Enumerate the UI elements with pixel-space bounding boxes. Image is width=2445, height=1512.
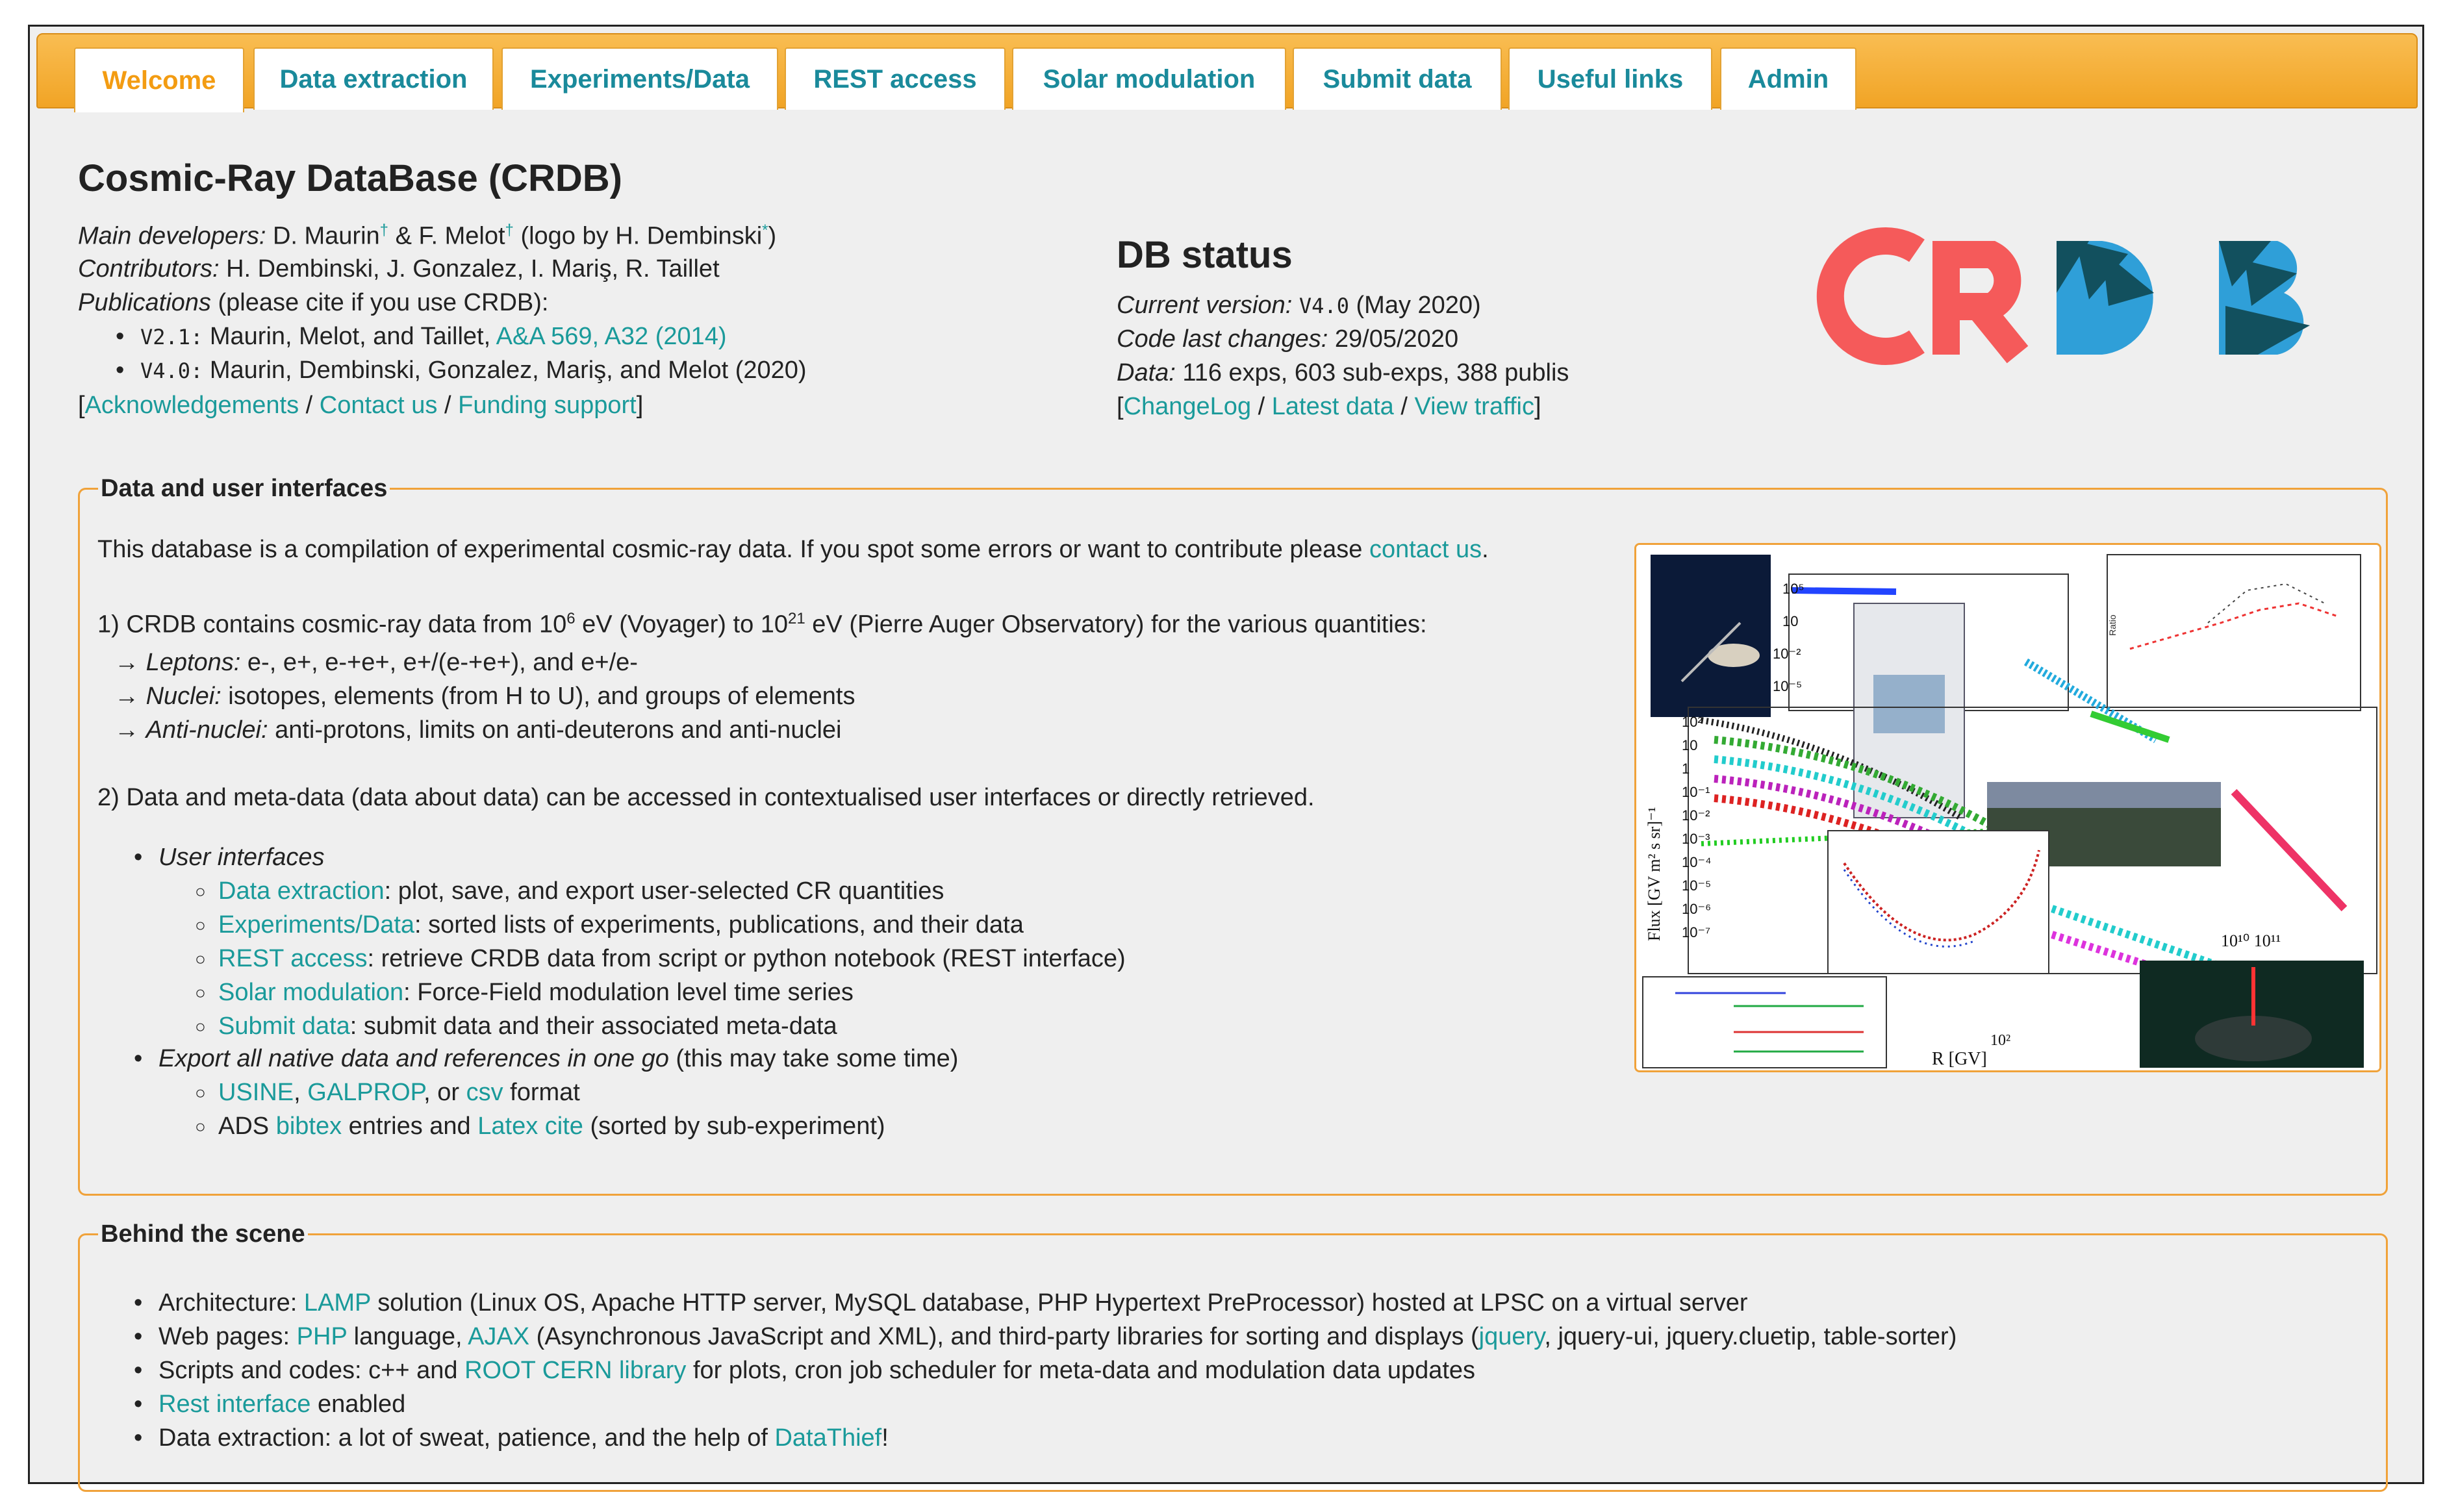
root-cern-link[interactable]: ROOT CERN library <box>464 1357 687 1384</box>
crdb-logo <box>1803 215 2336 377</box>
tab-solar-modulation[interactable]: Solar modulation <box>1012 47 1286 110</box>
latest-data-link[interactable]: Latest data <box>1271 393 1394 420</box>
view-traffic-link[interactable]: View traffic <box>1414 393 1534 420</box>
lamp-link[interactable]: LAMP <box>303 1289 371 1317</box>
cosmic-ray-collage <box>1634 543 2381 1072</box>
rigidity-x-tick: 10² <box>1990 1032 2011 1049</box>
interfaces-intro: This database is a compilation of experimental cosmic-ray data. If you spot some errors or want to contribute please contact us. <box>97 536 1489 563</box>
scene-item: • Data extraction: a lot of sweat, patience, and the help of DataThief! <box>158 1424 889 1452</box>
export-refs-item: ○ ADS bibtex entries and Latex cite (sorted by sub-experiment) <box>218 1113 885 1140</box>
top-plot-y-tick: 10⁵ <box>1782 581 1805 597</box>
acknowledgements-link[interactable]: Acknowledgements <box>84 392 299 419</box>
galprop-link[interactable]: GALPROP <box>307 1079 424 1106</box>
tab-submit-data[interactable]: Submit data <box>1293 47 1502 110</box>
flux-axis-label: Flux [GV m² s sr]⁻¹ <box>1645 807 1664 941</box>
status-links: [ChangeLog / Latest data / View traffic] <box>1117 393 1541 420</box>
top-plot-y-tick: 10 <box>1782 613 1799 629</box>
rest-interface-link[interactable]: Rest interface <box>158 1391 311 1418</box>
ratio-axis-label: Ratio <box>2107 614 2118 636</box>
ui-item: ○ Solar modulation: Force-Field modulation level time series <box>218 979 854 1007</box>
top-plot-y-tick: 10⁻² <box>1773 646 1801 662</box>
scene-item: • Architecture: LAMP solution (Linux OS, Apache HTTP server, MySQL database, PHP Hypertext PreProcessor) hosted at LPSC on a virtual server <box>158 1289 1748 1317</box>
rest-access-link[interactable]: REST access <box>218 945 368 972</box>
flux-y-tick: 10⁻⁷ <box>1682 924 1711 940</box>
tab-welcome[interactable]: Welcome <box>74 47 244 112</box>
contact-us-inline-link[interactable]: contact us <box>1369 536 1482 563</box>
scene-item: • Web pages: PHP language, AJAX (Asynchronous JavaScript and XML), and third-party libraries for sorting and displays (jquery, jquery-ui, jquery.cluetip, table-sorter) <box>158 1323 1957 1351</box>
flux-y-tick: 10⁻⁴ <box>1682 854 1712 870</box>
csv-link[interactable]: csv <box>466 1079 503 1106</box>
tab-experiments-data[interactable]: Experiments/Data <box>501 47 778 110</box>
rigidity-axis-label: R [GV] <box>1932 1049 1987 1069</box>
flux-y-tick: 1 <box>1682 761 1690 777</box>
experiments-data-link[interactable]: Experiments/Data <box>218 911 415 939</box>
bibtex-link[interactable]: bibtex <box>275 1113 342 1140</box>
flux-y-tick: 10⁻² <box>1682 807 1710 824</box>
latex-cite-link[interactable]: Latex cite <box>477 1113 583 1140</box>
db-status-title: DB status <box>1117 234 1293 276</box>
quantities-intro: 1) CRDB contains cosmic-ray data from $10^6$ eV (Voyager) to $10^{21}$ eV (Pierre Auger Observatory) for the various quantities: <box>97 610 1427 638</box>
changelog-link[interactable]: ChangeLog <box>1123 393 1252 420</box>
flux-y-tick: 10 <box>1682 737 1698 753</box>
ui-item: ○ Submit data: submit data and their associated meta-data <box>218 1013 837 1040</box>
usine-link[interactable]: USINE <box>218 1079 294 1106</box>
publications-line: Publications (please cite if you use CRDB): <box>78 289 549 316</box>
top-plot-y-tick: 10⁻⁵ <box>1773 678 1803 694</box>
quantity-anti-nuclei: → Anti-nuclei: anti-protons, limits on anti-deuterons and anti-nuclei <box>114 716 842 744</box>
data-interfaces-legend: Data and user interfaces <box>101 475 388 502</box>
page-frame <box>28 25 2424 1484</box>
flux-y-tick: 10⁻¹ <box>1682 784 1710 800</box>
publication-item: • V2.1: Maurin, Melot, and Taillet, A&A 569, A32 (2014) <box>140 323 727 351</box>
contact-us-link[interactable]: Contact us <box>319 392 438 419</box>
ui-item: ○ Data extraction: plot, save, and export user-selected CR quantities <box>218 877 944 905</box>
quantity-nuclei: → Nuclei: isotopes, elements (from H to U), and groups of elements <box>114 683 855 710</box>
voyager-image <box>1651 555 1771 717</box>
code-last-changes: Code last changes: 29/05/2020 <box>1117 325 1459 353</box>
scene-item: • Rest interface enabled <box>158 1391 405 1418</box>
developers-line: Main developers: D. Maurin† & F. Melot† (logo by H. Dembinski*) <box>78 221 777 250</box>
submit-data-link[interactable]: Submit data <box>218 1013 350 1040</box>
flux-y-tick: 10⁻⁵ <box>1682 877 1712 894</box>
export-item: • Export all native data and references in one go (this may take some time) <box>158 1045 958 1073</box>
solar-modulation-link[interactable]: Solar modulation <box>218 979 404 1006</box>
user-interfaces-item: • User interfaces <box>158 844 325 872</box>
current-version: Current version: V4.0 (May 2020) <box>1117 292 1481 319</box>
data-counts: Data: 116 exps, 603 sub-exps, 388 publis <box>1117 359 1569 386</box>
tab-admin[interactable]: Admin <box>1720 47 1856 110</box>
jquery-link[interactable]: jquery <box>1478 1323 1545 1350</box>
contributors-line: Contributors: H. Dembinski, J. Gonzalez, I. Mariş, R. Taillet <box>78 255 720 283</box>
php-link[interactable]: PHP <box>296 1323 348 1350</box>
funding-support-link[interactable]: Funding support <box>458 392 637 419</box>
data-extraction-link[interactable]: Data extraction <box>218 877 385 905</box>
scene-item: • Scripts and codes: c++ and ROOT CERN library for plots, cron job scheduler for meta-data and modulation data updates <box>158 1357 1475 1385</box>
quantity-leptons: → Leptons: e-, e+, e-+e+, e+/(e-+e+), and e+/e- <box>114 649 638 676</box>
export-format-item: ○ USINE, GALPROP, or csv format <box>218 1079 580 1107</box>
datathief-link[interactable]: DataThief <box>774 1424 882 1452</box>
collage-graphic <box>1636 545 2379 1070</box>
flux-y-tick: 10⁻³ <box>1682 831 1710 847</box>
page-title: Cosmic-Ray DataBase (CRDB) <box>78 157 622 199</box>
access-intro: 2) Data and meta-data (data about data) can be accessed in contextualised user interfaces or directly retrieved. <box>97 784 1315 811</box>
tab-data-extraction[interactable]: Data extraction <box>253 47 494 110</box>
intro-links: [Acknowledgements / Contact us / Funding support] <box>78 392 644 419</box>
ui-item: ○ Experiments/Data: sorted lists of experiments, publications, and their data <box>218 911 1024 939</box>
tab-useful-links[interactable]: Useful links <box>1508 47 1712 110</box>
aa-paper-link[interactable]: A&A 569, A32 (2014) <box>496 323 727 350</box>
ajax-link[interactable]: AJAX <box>468 1323 530 1350</box>
tab-rest-access[interactable]: REST access <box>785 47 1006 110</box>
r-ticks: 10¹⁰ 10¹¹ <box>2221 931 2281 950</box>
flux-y-tick: 10⁻⁶ <box>1682 901 1712 917</box>
limits-plot <box>1643 977 1886 1068</box>
ui-item: ○ REST access: retrieve CRDB data from script or python notebook (REST interface) <box>218 945 1126 973</box>
flux-y-tick: 10² <box>1682 714 1703 730</box>
behind-scene-legend: Behind the scene <box>101 1220 305 1248</box>
tab-bar <box>36 33 2418 108</box>
publication-item: • V4.0: Maurin, Dembinski, Gonzalez, Mariş, and Melot (2020) <box>140 357 807 384</box>
